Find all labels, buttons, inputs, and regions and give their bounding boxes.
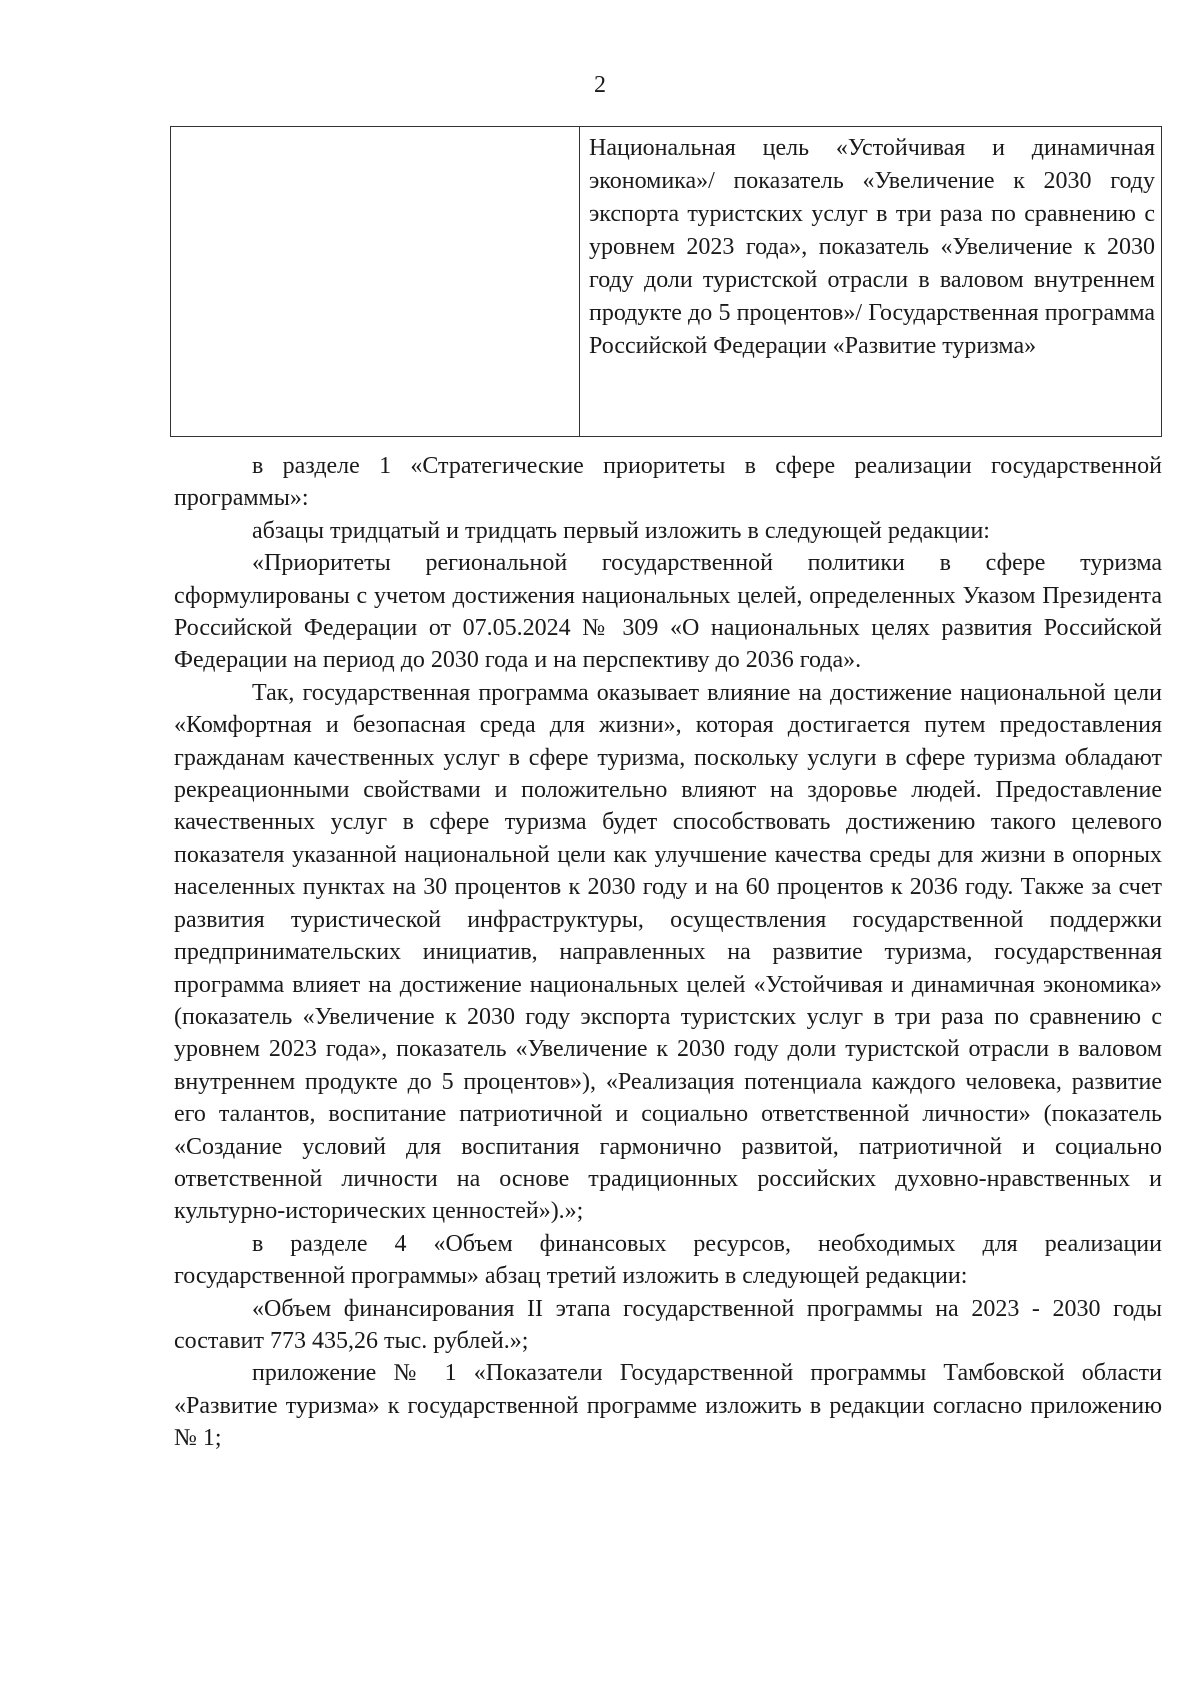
table-left-cell (171, 127, 580, 436)
paragraph-section-1-intro: в разделе 1 «Стратегические приоритеты в сфере реализации государственной программы»: (174, 453, 1162, 512)
table-right-cell: Национальная цель «Устойчивая и динамичная экономика»/ показатель «Увеличение к 2030 году экспорта туристских услуг в три раза по сравнению с уровнем 2023 года», показатель «Увеличение к 2030 году доли туристской отрасли в валовом внутреннем продукте до 5 процентов»/ Государственная программа Российской Федерации «Развитие туризма» (589, 135, 1155, 359)
paragraph-appendix-1: приложение № 1 «Показатели Государственной программы Тамбовской области «Развитие туризма» к государственной программе изложить в редакции согласно приложению № 1; (174, 1360, 1162, 1452)
document-body (174, 450, 1162, 1455)
paragraph-priorities: «Приоритеты региональной государственной политики в сфере туризма сформулированы с учетом достижения национальных целей, определенных Указом Президента Российской Федерации от 07.05.2024 № 309 «О национальных целях развития Российской Федерации на период до 2030 года и на перспективу до 2036 года». (174, 550, 1162, 674)
page-number: 2 (594, 72, 606, 98)
continuation-table (170, 126, 1162, 437)
paragraph-abzacy-instruction: абзацы тридцатый и тридцать первый изложить в следующей редакции: (252, 517, 990, 544)
paragraph-financing-volume: «Объем финансирования II этапа государственной программы на 2023 - 2030 годы составит 773 435,26 тыс. рублей.»; (174, 1295, 1162, 1354)
paragraph-section-4-intro: в разделе 4 «Объем финансовых ресурсов, необходимых для реализации государственной программы» абзац третий изложить в следующей редакции: (174, 1230, 1162, 1290)
paragraph-program-influence: Так, государственная программа оказывает влияние на достижение национальной цели «Комфортная и безопасная среда для жизни», которая достигается путем предоставления гражданам качественных услуг в сфере туризма, поскольку услуги в сфере туризма обладают рекреационными свойствами и положительно влияют на здоровье людей. Предоставление качественных услуг в сфере туризма будет способствовать достижению такого целевого показателя указанной национальной цели как улучшение качества среды для жизни в опорных населенных пунктах на 30 процентов к 2030 году и на 60 процентов к 2036 году. Также за счет развития туристической инфраструктуры, осуществления государственной поддержки предпринимательских инициатив, направленных на развитие туризма, государственная программа влияет на достижение национальных целей «Устойчивая и динамичная экономика» (показатель «Увеличение к 2030 году экспорта туристских услуг в три раза по сравнению с уровнем 2023 года», показатель «Увеличение к 2030 году доли туристской отрасли в валовом внутреннем продукте до 5 процентов»), «Реализация потенциала каждого человека, развитие его талантов, воспитание патриотичной и социально ответственной личности» (показатель «Создание условий для воспитания гармонично развитой, патриотичной и социально ответственной личности на основе традиционных российских духовно-нравственных и культурно-исторических ценностей»).»; (174, 679, 1162, 1225)
